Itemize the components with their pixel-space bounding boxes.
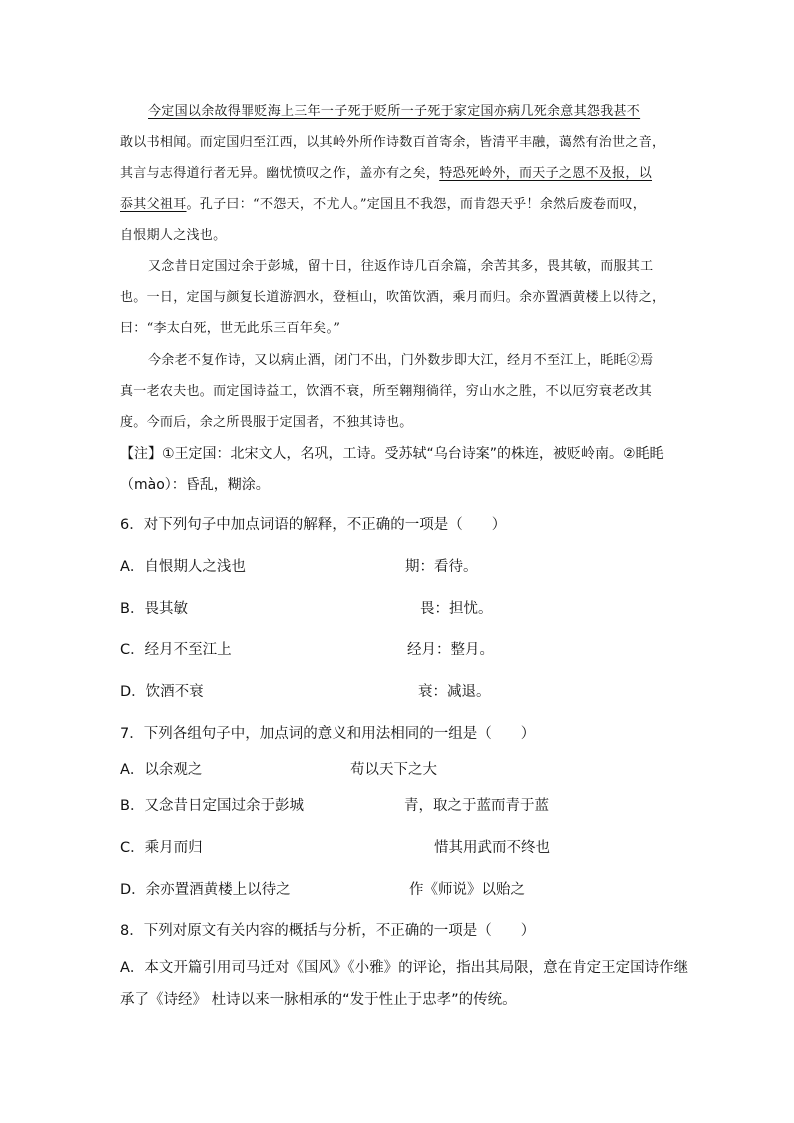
passage-line: 也。一日，定国与颜复长道游泗水，登桓山，吹笛饮酒，乘月而归。余亦置酒黄楼上以待之， [120,290,666,305]
q7-option-d: D．余亦置酒黄楼上以待之 [120,882,291,898]
underlined-sentence: 忝其父祖耳 [120,197,187,212]
q6-option-d: D．饮酒不衰 [120,684,204,700]
underlined-sentence: 特恐死岭外，而天子之恩不及报，以 [439,166,653,181]
q6-option-c-explain: 经月：整月。 [407,642,494,658]
q7-option-c-pair: 惜其用武而不终也 [434,840,550,856]
q8-option-a-line-2: 承了《诗经》 杜诗以来一脉相承的“发于性止于忠孝”的传统。 [120,992,517,1008]
q6-option-c: C．经月不至江上 [120,642,232,658]
question-8-stem: 8．下列对原文有关内容的概括与分析，不正确的一项是（ ） [120,923,536,939]
note-marker: ② [626,353,641,368]
footnote-line-2: （mào）：昏乱，糊涂。 [120,477,270,493]
footnote-line-1: 【注】①王定国：北宋文人，名巩，工诗。受苏轼“乌台诗案”的株连，被贬岭南。②眊眊 [120,446,664,462]
q7-option-c: C．乘月而归 [120,840,203,856]
passage-text: 焉 [640,353,654,368]
passage-line: 度。今而后，余之所畏服于定国者，不独其诗也。 [120,415,413,430]
q7-option-b: B．又念昔日定国过余于彭城 [120,798,304,814]
passage-text: 。孔子曰：“不怨天，不尤人。”定国且不我怨，而肯怨天乎！余然后废卷而叹， [186,197,647,212]
q6-option-a: A．自恨期人之浅也 [120,559,246,575]
passage-line: 自恨期人之浅也。 [120,228,227,243]
q6-option-d-explain: 衰：减退。 [418,684,491,700]
passage-line: 真一老农夫也。而定国诗益工，饮酒不衰，所至翱翔徜徉，穷山水之胜，不以厄穷衰老改其 [120,384,653,399]
passage-line [148,349,653,368]
question-7-stem: 7．下列各组句子中，加点词的意义和用法相同的一组是（ ） [120,726,536,742]
q8-option-a-line-1: A．本文开篇引用司马迁对《国风》《小雅》的评论，指出其局限，意在肯定王定国诗作继 [120,960,689,976]
question-6-stem: 6．对下列句子中加点词语的解释，不正确的一项是（ ） [120,517,507,533]
passage-line: 敢以书相闻。而定国归至江西，以其岭外所作诗数百首寄余，皆清平丰融，蔼然有治世之音， [120,135,666,150]
q7-option-d-pair: 作《师说》以贻之 [409,882,525,898]
passage-text: 今余老不复作诗，又以病止酒，闭门不出，门外数步即大江，经月不至江上，眊眊 [148,353,627,368]
passage-line: 今定国以余故得罪贬海上三年一子死于贬所一子死于家定国亦病几死余意其怨我甚不 [148,104,641,119]
passage-line: 又念昔日定国过余于彭城，留十日，往返作诗几百余篇，余苦其多，畏其敏，而服其工 [148,259,654,274]
q7-option-a: A．以余观之 [120,762,203,778]
passage-line [120,162,652,181]
passage-line: 曰：“李太白死，世无此乐三百年矣。” [120,321,341,336]
q6-option-b: B．畏其敏 [120,601,188,617]
q6-option-b-explain: 畏：担忧。 [420,601,493,617]
q7-option-a-pair: 苟以天下之大 [350,762,437,778]
passage-line [120,193,646,212]
passage-text: 其言与志得道行者无异。幽忧愤叹之作，盖亦有之矣， [120,166,440,181]
q6-option-a-explain: 期：看待。 [405,559,478,575]
q7-option-b-pair: 青，取之于蓝而青于蓝 [404,798,549,814]
